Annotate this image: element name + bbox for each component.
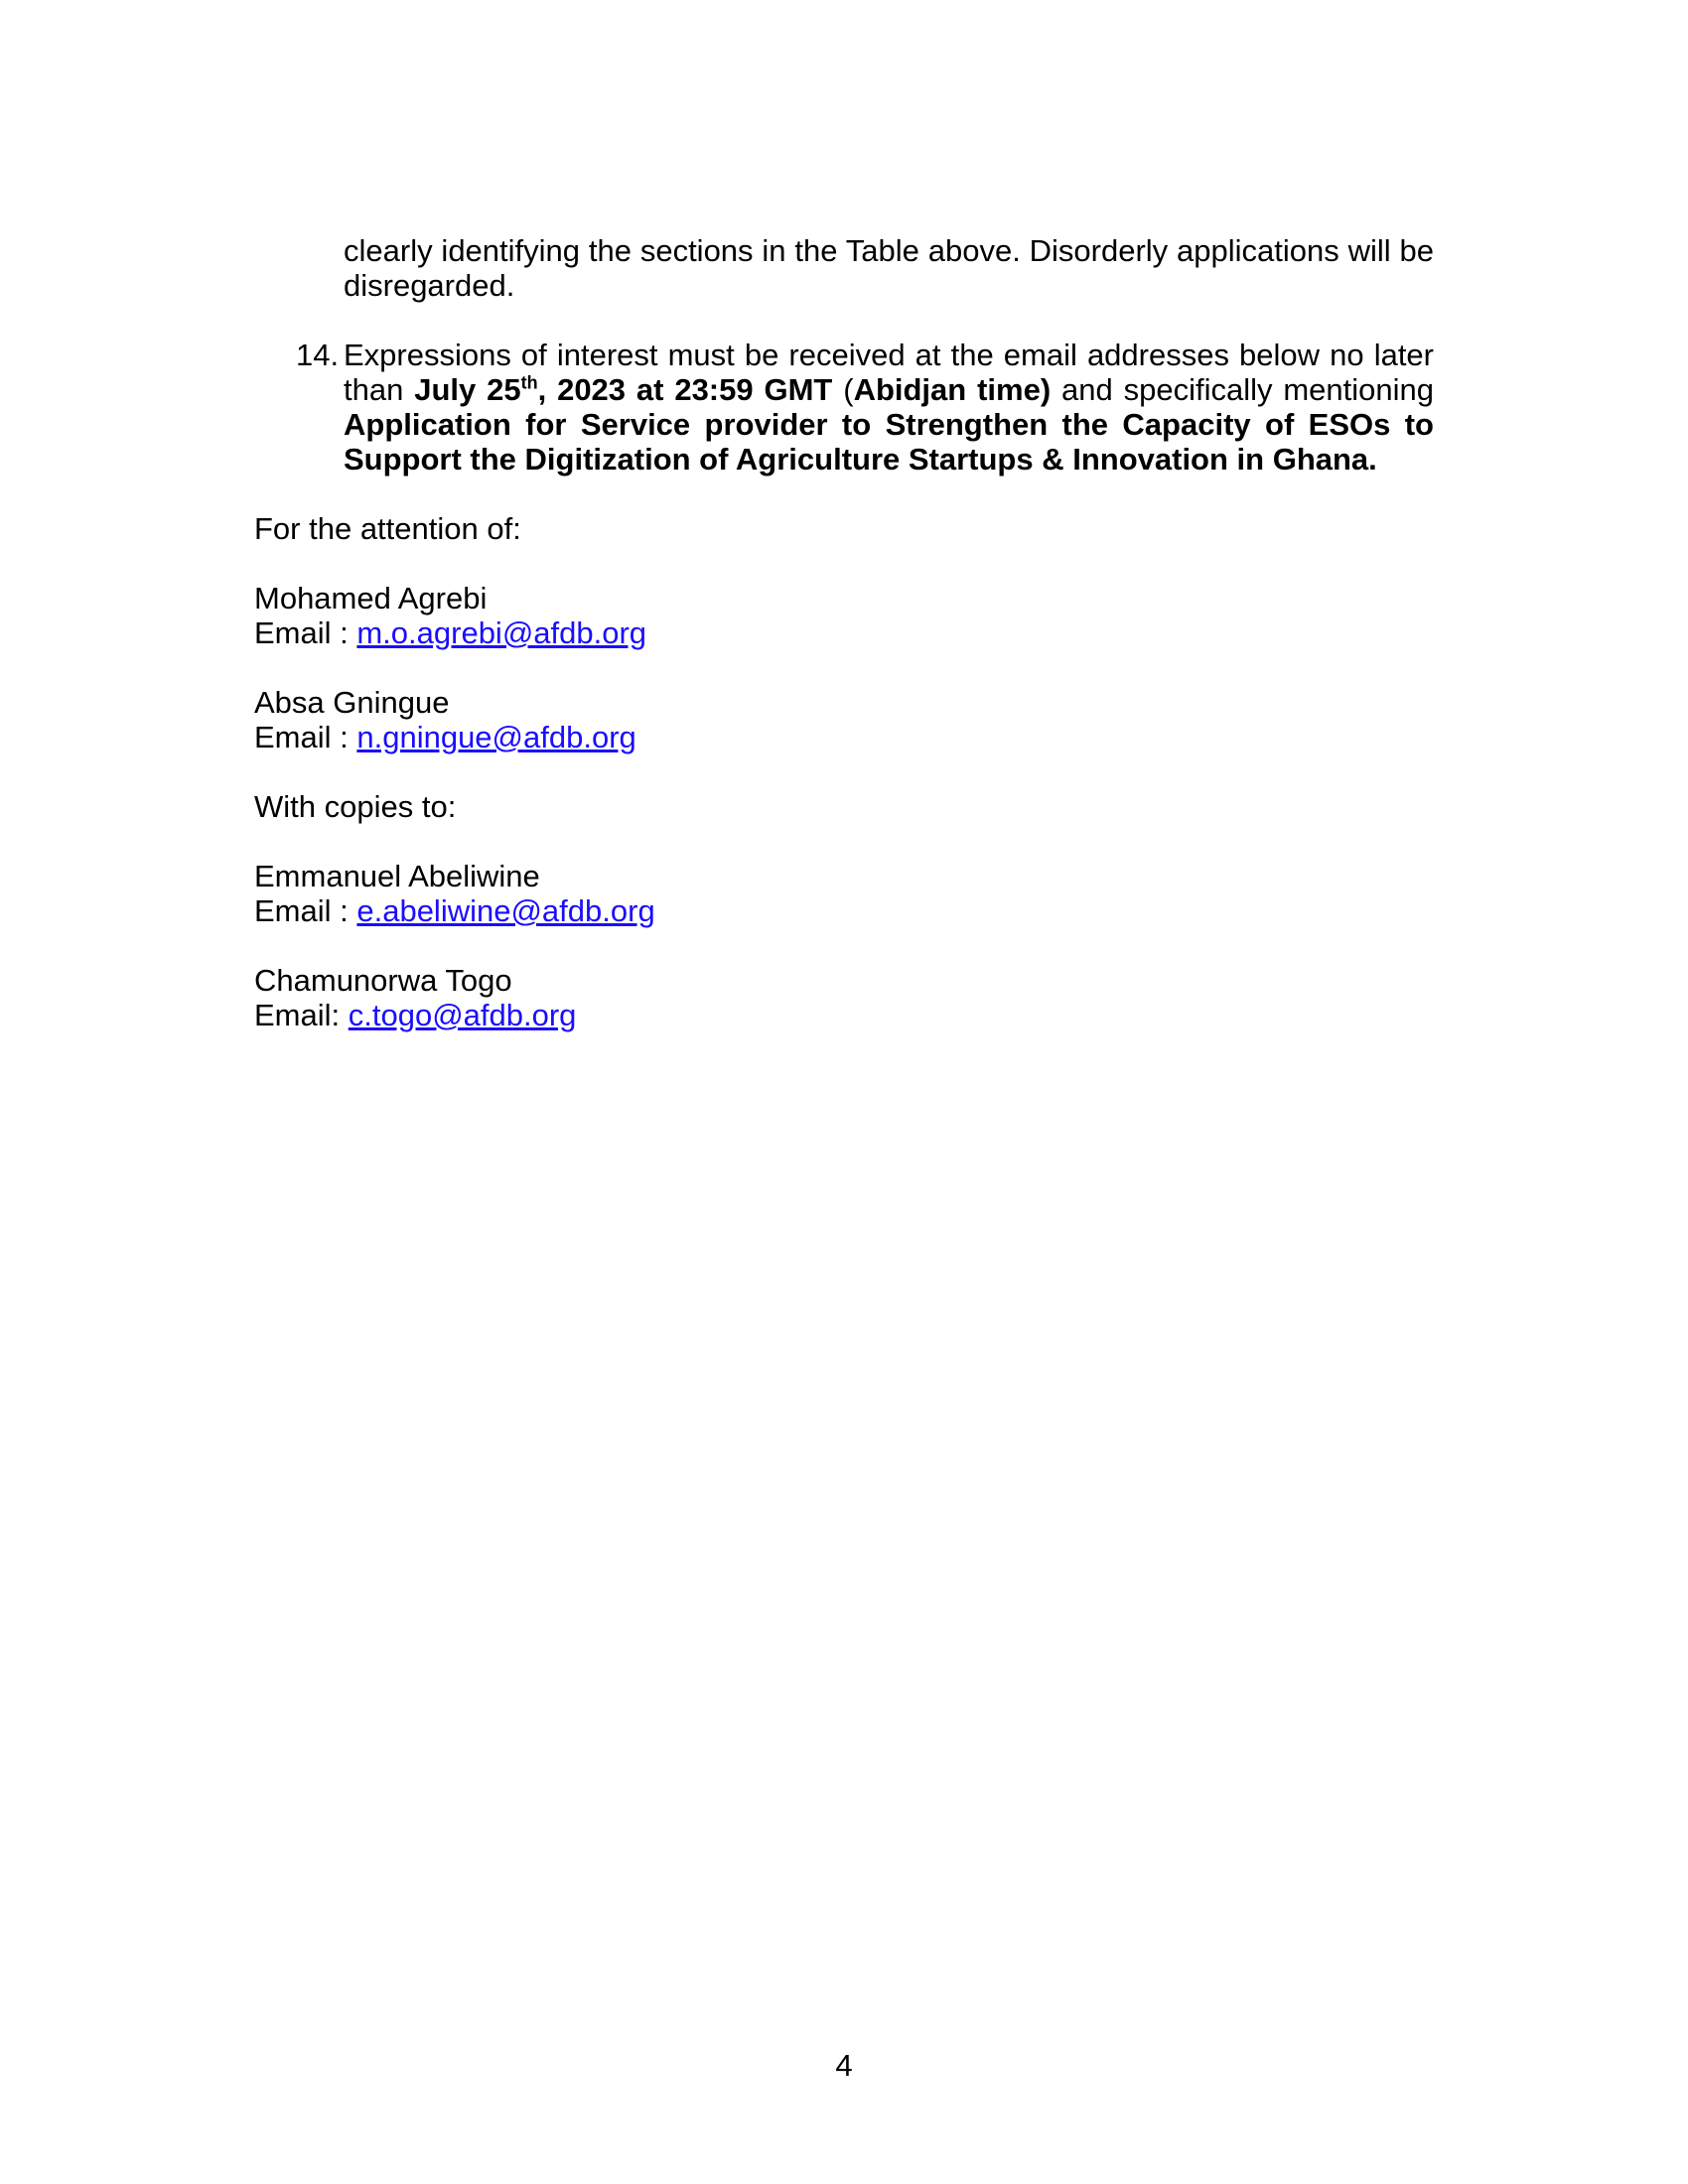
email-label: Email: xyxy=(254,998,349,1032)
email-link-togo[interactable]: c.togo@afdb.org xyxy=(348,998,577,1032)
contact-name: Emmanuel Abeliwine xyxy=(254,859,540,893)
contact-email-line xyxy=(254,998,576,1032)
email-link-gningue[interactable]: n.gningue@afdb.org xyxy=(356,720,636,754)
item-14-paragraph xyxy=(344,338,1434,477)
than-text: than xyxy=(344,372,415,407)
page-number: 4 xyxy=(835,2048,853,2083)
deadline-date-main: July 25 xyxy=(414,372,521,407)
after-abidjan-text: and specifically mentioning xyxy=(1051,372,1435,407)
email-label: Email : xyxy=(254,720,357,754)
contact-name: Chamunorwa Togo xyxy=(254,963,512,998)
deadline-time: , 2023 at 23:59 GMT xyxy=(537,372,833,407)
email-link-abeliwine[interactable]: e.abeliwine@afdb.org xyxy=(356,893,655,928)
paren-open: ( xyxy=(832,372,854,407)
contact-email-line xyxy=(254,615,646,650)
continuation-line-2: disregarded. xyxy=(344,268,515,303)
copies-heading: With copies to: xyxy=(254,789,457,824)
contact-email-line xyxy=(254,893,655,928)
abidjan-time: Abidjan time) xyxy=(853,372,1052,407)
continuation-line-1: clearly identifying the sections in the Table above. Disorderly applications will be xyxy=(344,233,1434,268)
contact-name: Absa Gningue xyxy=(254,685,450,720)
email-link-agrebi[interactable]: m.o.agrebi@afdb.org xyxy=(356,615,647,650)
email-label: Email : xyxy=(254,893,357,928)
application-title-line-2: Support the Digitization of Agriculture Startups & Innovation in Ghana. xyxy=(344,442,1377,477)
contact-block-abeliwine xyxy=(254,859,655,928)
continuation-paragraph xyxy=(344,233,1434,303)
contact-block-gningue xyxy=(254,685,636,754)
list-item-number: 14. xyxy=(296,338,340,372)
contact-email-line xyxy=(254,720,636,754)
item-14-line-1: Expressions of interest must be received at the email addresses below no later xyxy=(344,338,1434,372)
contact-name: Mohamed Agrebi xyxy=(254,581,488,615)
contact-block-agrebi xyxy=(254,581,646,650)
deadline-date xyxy=(414,372,832,407)
attention-heading: For the attention of: xyxy=(254,511,521,546)
contact-block-togo xyxy=(254,963,576,1032)
email-label: Email : xyxy=(254,615,357,650)
application-title-line-1: Application for Service provider to Strengthen the Capacity of ESOs to xyxy=(344,407,1434,442)
deadline-date-ordinal: th xyxy=(520,372,538,393)
item-14-line-2 xyxy=(344,372,1434,407)
